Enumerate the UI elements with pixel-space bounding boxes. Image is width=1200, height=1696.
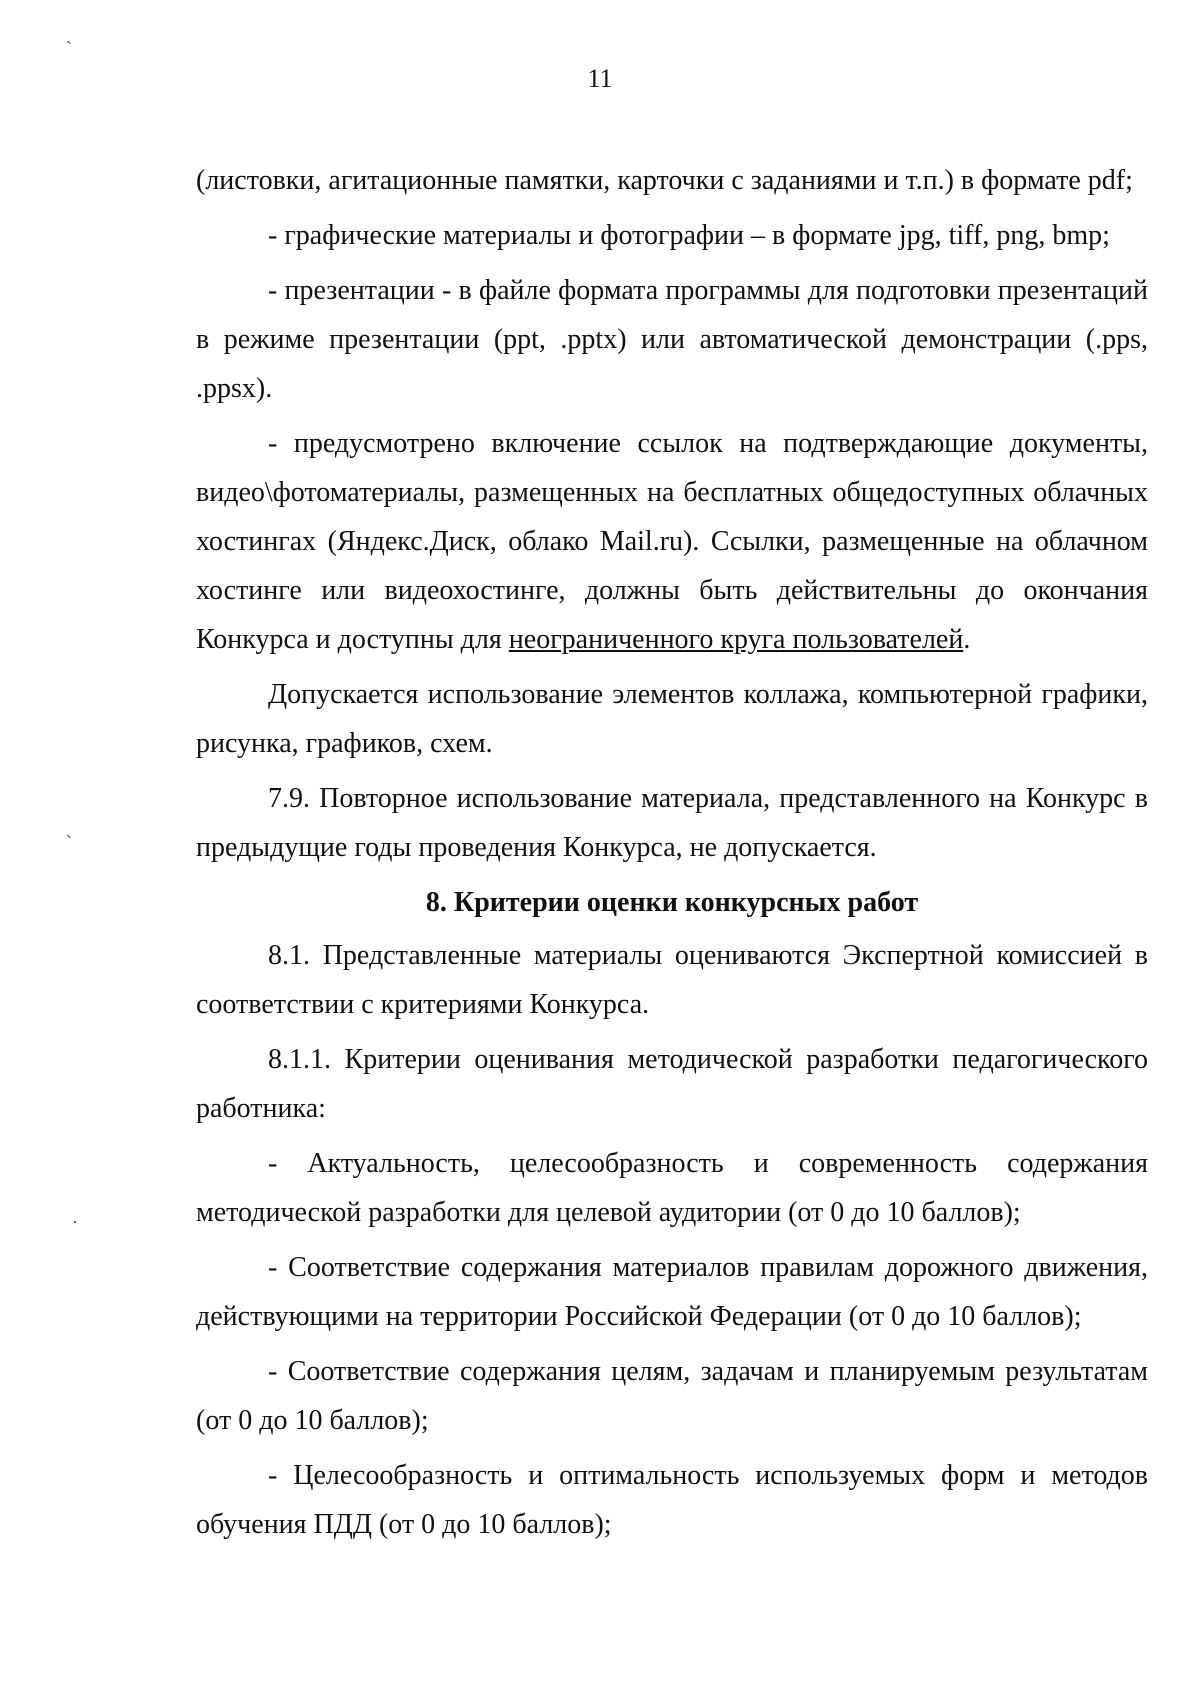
- paragraph-continuation: (листовки, агитационные памятки, карточки с заданиями и т.п.) в формате pdf;: [196, 165, 1133, 196]
- criterion-methods: - Целесообразность и оптимальность используемых форм и методов обучения ПДД (от 0 до 10 баллов);: [196, 1460, 1148, 1540]
- paragraph-links-end: .: [963, 624, 971, 655]
- criterion-traffic-rules: - Соответствие содержания материалов правилам дорожного движения, действующими на территории Российской Федерации (от 0 до 10 баллов);: [196, 1252, 1148, 1332]
- paragraph-8-1: 8.1. Представленные материалы оцениваются Экспертной комиссией в соответствии с критериями Конкурса.: [196, 940, 1148, 1020]
- paragraph-7-9: 7.9. Повторное использование материала, представленного на Конкурс в предыдущие годы проведения Конкурса, не допускается.: [196, 783, 1148, 863]
- criterion-relevance: - Актуальность, целесообразность и современность содержания методической разработки для целевой аудитории (от 0 до 10 баллов);: [196, 1148, 1148, 1228]
- document-body: [196, 156, 1148, 1555]
- underlined-phrase: неограниченного круга пользователей: [508, 624, 964, 655]
- page-number: 11: [587, 64, 613, 93]
- paragraph-graphics-formats: - графические материалы и фотографии – в формате jpg, tiff, png, bmp;: [268, 220, 1110, 251]
- scan-artifact-mark: ·: [72, 1212, 78, 1232]
- paragraph-8-1-1: 8.1.1. Критерии оценивания методической разработки педагогического работника:: [196, 1044, 1148, 1124]
- paragraph-collage: Допускается использование элементов коллажа, компьютерной графики, рисунка, графиков, схем.: [196, 679, 1148, 759]
- paragraph-links: [196, 419, 1148, 664]
- scan-artifact-mark: ˏ: [66, 818, 72, 838]
- criterion-goals: - Соответствие содержания целям, задачам и планируемым результатам (от 0 до 10 баллов);: [196, 1356, 1148, 1436]
- paragraph-presentations: - презентации - в файле формата программы для подготовки презентаций в режиме презентации (ppt, .pptx) или автоматической демонстрации (.pps, .ppsx).: [196, 275, 1148, 404]
- section-heading: 8. Критерии оценки конкурсных работ: [425, 887, 919, 918]
- scan-artifact-mark: ˏ: [66, 24, 72, 44]
- paragraph-links-text: - предусмотрено включение ссылок на подтверждающие документы, видео\фотоматериалы, размещенных на бесплатных общедоступных облачных хостингах (Яндекс.Диск, облако Mail.ru). Ссылки, размещенные на облачном хостинге или видеохостинге, должны быть действительны до окончания Конкурса и доступны для: [196, 428, 1148, 655]
